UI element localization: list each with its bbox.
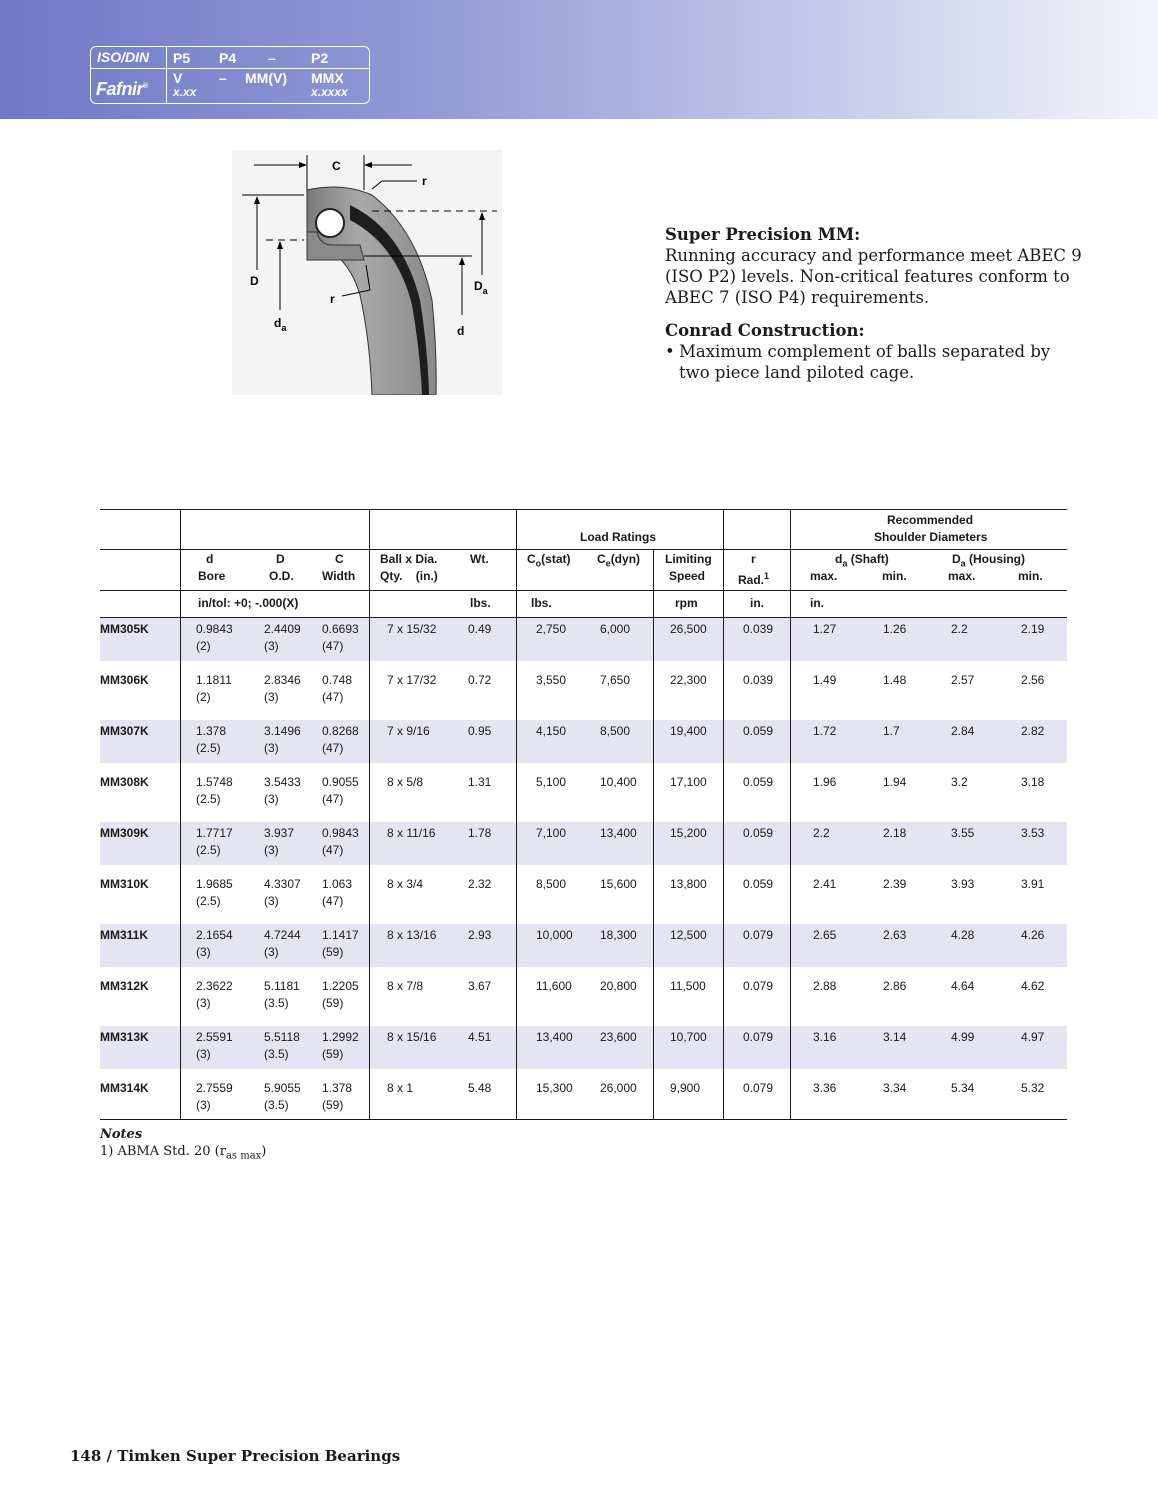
- cell-width: 1.063 (47): [322, 877, 353, 908]
- col-max: max.: [810, 569, 838, 583]
- cell-dynamic-load: 23,600: [600, 1030, 637, 1044]
- cell-Da-min: 4.62: [1021, 979, 1045, 993]
- cell-da-max: 1.96: [813, 775, 837, 789]
- cell-od: 4.7244 (3): [264, 928, 301, 959]
- col-Da-housing: $D_a$ (Housing): [952, 552, 1026, 569]
- tolerance-format: x.xx: [173, 85, 197, 99]
- col-speed: Speed: [669, 569, 706, 583]
- cell-dynamic-load: 7,650: [600, 673, 631, 687]
- cell-limiting-speed: 22,300: [670, 673, 707, 687]
- cell-bore: 1.378 (2.5): [196, 724, 227, 755]
- cell-bore: 2.5591 (3): [196, 1030, 233, 1061]
- cell-ball: 7 x 9/16: [387, 724, 430, 738]
- cell-dynamic-load: 8,500: [600, 724, 631, 738]
- col-min: min.: [882, 569, 907, 583]
- cell-bore: 2.1654 (3): [196, 928, 233, 959]
- cell-dynamic-load: 26,000: [600, 1081, 637, 1095]
- table-row: [100, 975, 1067, 1018]
- bullet-line: two piece land piloted cage.: [679, 363, 915, 382]
- product-description: [665, 224, 1085, 383]
- table-rule: [723, 509, 724, 1119]
- cell-Da-max: 3.93: [951, 877, 975, 891]
- table-row: [100, 669, 1067, 712]
- cell-da-min: 3.14: [883, 1030, 907, 1044]
- label-d: d: [457, 324, 465, 338]
- col-ball-qty: Qty. (in.): [380, 569, 438, 583]
- cell-ball: 7 x 15/32: [387, 622, 437, 636]
- cell-width: 0.8268 (47): [322, 724, 359, 755]
- table-row: [100, 618, 1067, 661]
- cell-Da-min: 3.18: [1021, 775, 1045, 789]
- cell-da-max: 1.27: [813, 622, 837, 636]
- cell-Da-max: 3.2: [951, 775, 968, 789]
- cell-bearing-id: MM311K: [100, 928, 149, 942]
- cell-bearing-id: MM305K: [100, 622, 149, 636]
- bearing-cross-section-drawing: [232, 150, 502, 395]
- col-da-shaft: $d_a$ (Shaft): [835, 552, 889, 569]
- unit-in: in.: [750, 596, 764, 610]
- table-notes: [100, 1126, 266, 1165]
- col-max: max.: [948, 569, 976, 583]
- cell-od: 4.3307 (3): [264, 877, 301, 908]
- cell-static-load: 8,500: [536, 877, 567, 891]
- ball: [316, 209, 344, 237]
- cell-radius: 0.079: [743, 928, 774, 942]
- col-limiting: Limiting: [665, 552, 712, 566]
- cell-radius: 0.039: [743, 673, 774, 687]
- header-recommended: Recommended: [887, 513, 974, 527]
- col-ball: Ball x Dia.: [380, 552, 438, 566]
- cell-Da-min: 4.97: [1021, 1030, 1045, 1044]
- col-wt: Wt.: [470, 552, 489, 566]
- description-line: (ISO P2) levels. Non-critical features conform to: [665, 267, 1070, 286]
- note-1: 1) ABMA Std. 20 $(r_{as max})$: [100, 1144, 267, 1162]
- cell-Da-max: 3.55: [951, 826, 975, 840]
- notes-title: Notes: [100, 1127, 143, 1142]
- cell-da-min: 1.48: [883, 673, 907, 687]
- cell-Da-min: 2.56: [1021, 673, 1045, 687]
- unit-lbs: lbs.: [531, 596, 552, 610]
- cell-od: 5.9055 (3.5): [264, 1081, 301, 1112]
- cell-static-load: 2,750: [536, 622, 567, 636]
- col-co: $C_o(stat)$: [527, 552, 571, 569]
- header-load-ratings: Load Ratings: [580, 530, 657, 544]
- cell-da-min: 2.39: [883, 877, 907, 891]
- cell-dynamic-load: 20,800: [600, 979, 637, 993]
- col-ce: $C_e(dyn)$: [597, 552, 641, 569]
- table-row: [100, 1026, 1067, 1069]
- cell-width: 0.6693 (47): [322, 622, 359, 653]
- unit-tolerance: in/tol: +0; -.000(X): [198, 596, 299, 610]
- cell-static-load: 5,100: [536, 775, 567, 789]
- cell-bore: 2.3622 (3): [196, 979, 233, 1010]
- cell-width: 0.9055 (47): [322, 775, 359, 806]
- cell-od: 5.5118 (3.5): [264, 1030, 300, 1061]
- table-rule: [180, 509, 181, 1119]
- fafnir-grade: MM(V): [245, 70, 287, 86]
- col-r: r: [751, 552, 756, 566]
- cell-radius: 0.059: [743, 724, 774, 738]
- cell-da-max: 2.2: [813, 826, 830, 840]
- cell-Da-min: 3.53: [1021, 826, 1045, 840]
- cell-bore: 0.9843 (2): [196, 622, 233, 653]
- cell-weight: 1.78: [468, 826, 492, 840]
- cell-radius: 0.039: [743, 622, 774, 636]
- cell-static-load: 13,400: [536, 1030, 573, 1044]
- iso-grade: P2: [311, 50, 329, 66]
- col-od: O.D.: [269, 569, 294, 583]
- table-row: [100, 873, 1067, 916]
- table-rule: [369, 509, 370, 1119]
- cell-bore: 2.7559 (3): [196, 1081, 233, 1112]
- cell-da-min: 1.7: [883, 724, 900, 738]
- label-r-top: r: [422, 174, 427, 188]
- col-width: Width: [322, 569, 356, 583]
- fafnir-grade: –: [219, 70, 227, 86]
- description-line: Running accuracy and performance meet ABEC 9: [665, 246, 1082, 265]
- heading-conrad-construction: Conrad Construction:: [665, 321, 865, 340]
- cell-da-max: 3.36: [813, 1081, 837, 1095]
- cell-da-min: 1.94: [883, 775, 907, 789]
- iso-grade: –: [268, 50, 276, 66]
- cell-da-min: 2.18: [883, 826, 907, 840]
- cell-od: 5.1181 (3.5): [264, 979, 300, 1010]
- cell-ball: 8 x 15/16: [387, 1030, 437, 1044]
- cell-ball: 8 x 13/16: [387, 928, 437, 942]
- cell-da-max: 1.49: [813, 673, 837, 687]
- cell-Da-min: 3.91: [1021, 877, 1045, 891]
- cell-dynamic-load: 18,300: [600, 928, 637, 942]
- tolerance-format: x.xxxx: [311, 85, 348, 99]
- cell-bearing-id: MM312K: [100, 979, 149, 993]
- cell-width: 1.2205 (59): [322, 979, 359, 1010]
- cell-limiting-speed: 13,800: [670, 877, 707, 891]
- cell-dynamic-load: 6,000: [600, 622, 631, 636]
- cell-da-max: 1.72: [813, 724, 837, 738]
- cell-da-max: 2.41: [813, 877, 837, 891]
- label-Da: $D_a$: [474, 279, 488, 296]
- cell-Da-max: 2.57: [951, 673, 975, 687]
- cell-limiting-speed: 12,500: [670, 928, 707, 942]
- cell-Da-max: 2.2: [951, 622, 968, 636]
- table-rule: [653, 549, 654, 1119]
- cell-static-load: 7,100: [536, 826, 567, 840]
- cell-bearing-id: MM308K: [100, 775, 149, 789]
- cell-Da-min: 2.82: [1021, 724, 1045, 738]
- cell-limiting-speed: 17,100: [670, 775, 707, 789]
- cell-weight: 0.95: [468, 724, 492, 738]
- heading-super-precision: Super Precision MM:: [665, 225, 861, 244]
- cell-dynamic-load: 15,600: [600, 877, 637, 891]
- label-c: C: [332, 159, 341, 173]
- table-row: [100, 1077, 1067, 1120]
- iso-grade: P4: [219, 50, 237, 66]
- cell-ball: 7 x 17/32: [387, 673, 437, 687]
- cell-od: 3.937 (3): [264, 826, 295, 857]
- cell-weight: 2.32: [468, 877, 492, 891]
- cell-da-max: 2.88: [813, 979, 837, 993]
- bearing-spec-table: [100, 509, 1067, 1121]
- cell-bore: 1.7717 (2.5): [196, 826, 233, 857]
- cell-radius: 0.059: [743, 877, 774, 891]
- fafnir-grade: V: [173, 70, 183, 86]
- cell-od: 2.4409 (3): [264, 622, 301, 653]
- cell-radius: 0.079: [743, 979, 774, 993]
- cell-radius: 0.059: [743, 775, 774, 789]
- cell-da-min: 2.86: [883, 979, 907, 993]
- cell-weight: 4.51: [468, 1030, 492, 1044]
- cell-static-load: 10,000: [536, 928, 573, 942]
- cell-static-load: 15,300: [536, 1081, 573, 1095]
- cell-Da-max: 5.34: [951, 1081, 975, 1095]
- cell-dynamic-load: 13,400: [600, 826, 637, 840]
- cell-Da-min: 4.26: [1021, 928, 1045, 942]
- cell-da-max: 2.65: [813, 928, 837, 942]
- cell-od: 3.1496 (3): [264, 724, 301, 755]
- col-C: C: [335, 552, 344, 566]
- table-rule: [516, 509, 517, 1119]
- col-rad: Rad.$^1$: [738, 571, 770, 587]
- cell-Da-max: 4.99: [951, 1030, 975, 1044]
- table-row: [100, 822, 1067, 865]
- cell-da-max: 3.16: [813, 1030, 837, 1044]
- cell-weight: 5.48: [468, 1081, 492, 1095]
- cell-radius: 0.059: [743, 826, 774, 840]
- cell-ball: 8 x 5/8: [387, 775, 424, 789]
- cell-static-load: 11,600: [536, 979, 572, 993]
- cell-limiting-speed: 15,200: [670, 826, 707, 840]
- cell-ball: 8 x 1: [387, 1081, 414, 1095]
- label-r-mid: r: [330, 292, 335, 306]
- cell-bearing-id: MM307K: [100, 724, 149, 738]
- cell-limiting-speed: 26,500: [670, 622, 707, 636]
- header-shoulder-diameters: Shoulder Diameters: [874, 530, 988, 544]
- cell-bore: 1.9685 (2.5): [196, 877, 233, 908]
- cell-od: 2.8346 (3): [264, 673, 301, 704]
- cell-limiting-speed: 11,500: [670, 979, 706, 993]
- col-bore: Bore: [198, 569, 226, 583]
- cell-od: 3.5433 (3): [264, 775, 301, 806]
- cell-width: 1.378 (59): [322, 1081, 353, 1112]
- class-box-divider: [91, 68, 369, 69]
- description-line: ABEC 7 (ISO P4) requirements.: [665, 288, 930, 307]
- cell-Da-max: 4.64: [951, 979, 975, 993]
- cell-bearing-id: MM309K: [100, 826, 149, 840]
- cell-bearing-id: MM310K: [100, 877, 149, 891]
- col-D: D: [276, 552, 285, 566]
- cell-ball: 8 x 7/8: [387, 979, 424, 993]
- cell-bearing-id: MM314K: [100, 1081, 149, 1095]
- cell-weight: 2.93: [468, 928, 492, 942]
- cell-Da-max: 4.28: [951, 928, 975, 942]
- cell-Da-min: 2.19: [1021, 622, 1045, 636]
- cell-width: 0.748 (47): [322, 673, 353, 704]
- cell-ball: 8 x 11/16: [387, 826, 436, 840]
- cell-width: 1.1417 (59): [322, 928, 359, 959]
- table-rule: [790, 509, 791, 1119]
- col-d: d: [206, 552, 214, 566]
- bullet-char: •: [665, 342, 675, 361]
- class-box-divider: [166, 47, 167, 103]
- table-rule: [100, 590, 1067, 591]
- bullet-item: [665, 341, 1085, 383]
- unit-rpm: rpm: [675, 596, 698, 610]
- cell-da-min: 2.63: [883, 928, 907, 942]
- cell-width: 0.9843 (47): [322, 826, 359, 857]
- cell-static-load: 3,550: [536, 673, 567, 687]
- cell-bore: 1.5748 (2.5): [196, 775, 233, 806]
- fafnir-grade: MMX: [311, 70, 344, 86]
- label-D: D: [250, 274, 259, 288]
- cell-limiting-speed: 10,700: [670, 1030, 707, 1044]
- cell-weight: 1.31: [468, 775, 492, 789]
- cell-weight: 0.72: [468, 673, 492, 687]
- cell-da-min: 3.34: [883, 1081, 907, 1095]
- unit-in: in.: [810, 596, 824, 610]
- cell-bearing-id: MM313K: [100, 1030, 149, 1044]
- page-footer: 148 / Timken Super Precision Bearings: [70, 1447, 401, 1465]
- iso-grade: P5: [173, 50, 191, 66]
- cell-dynamic-load: 10,400: [600, 775, 637, 789]
- cell-bore: 1.1811 (2): [196, 673, 232, 704]
- cell-width: 1.2992 (59): [322, 1030, 359, 1061]
- cell-limiting-speed: 19,400: [670, 724, 707, 738]
- header-band: [0, 0, 1158, 119]
- unit-lbs: lbs.: [470, 596, 491, 610]
- table-row: [100, 720, 1067, 763]
- cell-weight: 0.49: [468, 622, 492, 636]
- cell-bearing-id: MM306K: [100, 673, 149, 687]
- cell-weight: 3.67: [468, 979, 492, 993]
- cell-limiting-speed: 9,900: [670, 1081, 701, 1095]
- cell-radius: 0.079: [743, 1081, 774, 1095]
- precision-class-box: [90, 46, 370, 104]
- iso-din-label: ISO/DIN: [97, 49, 150, 65]
- label-da: $d_a$: [274, 316, 287, 333]
- table-row: [100, 924, 1067, 967]
- bullet-line: Maximum complement of balls separated by: [679, 342, 1051, 361]
- table-rule: [100, 549, 1067, 550]
- cell-static-load: 4,150: [536, 724, 567, 738]
- cell-Da-min: 5.32: [1021, 1081, 1045, 1095]
- table-rule: [100, 509, 1067, 510]
- table-row: [100, 771, 1067, 814]
- cell-ball: 8 x 3/4: [387, 877, 424, 891]
- cell-Da-max: 2.84: [951, 724, 975, 738]
- cell-radius: 0.079: [743, 1030, 774, 1044]
- fafnir-logo: Fafnir®: [96, 79, 148, 99]
- cell-da-min: 1.26: [883, 622, 907, 636]
- col-min: min.: [1018, 569, 1043, 583]
